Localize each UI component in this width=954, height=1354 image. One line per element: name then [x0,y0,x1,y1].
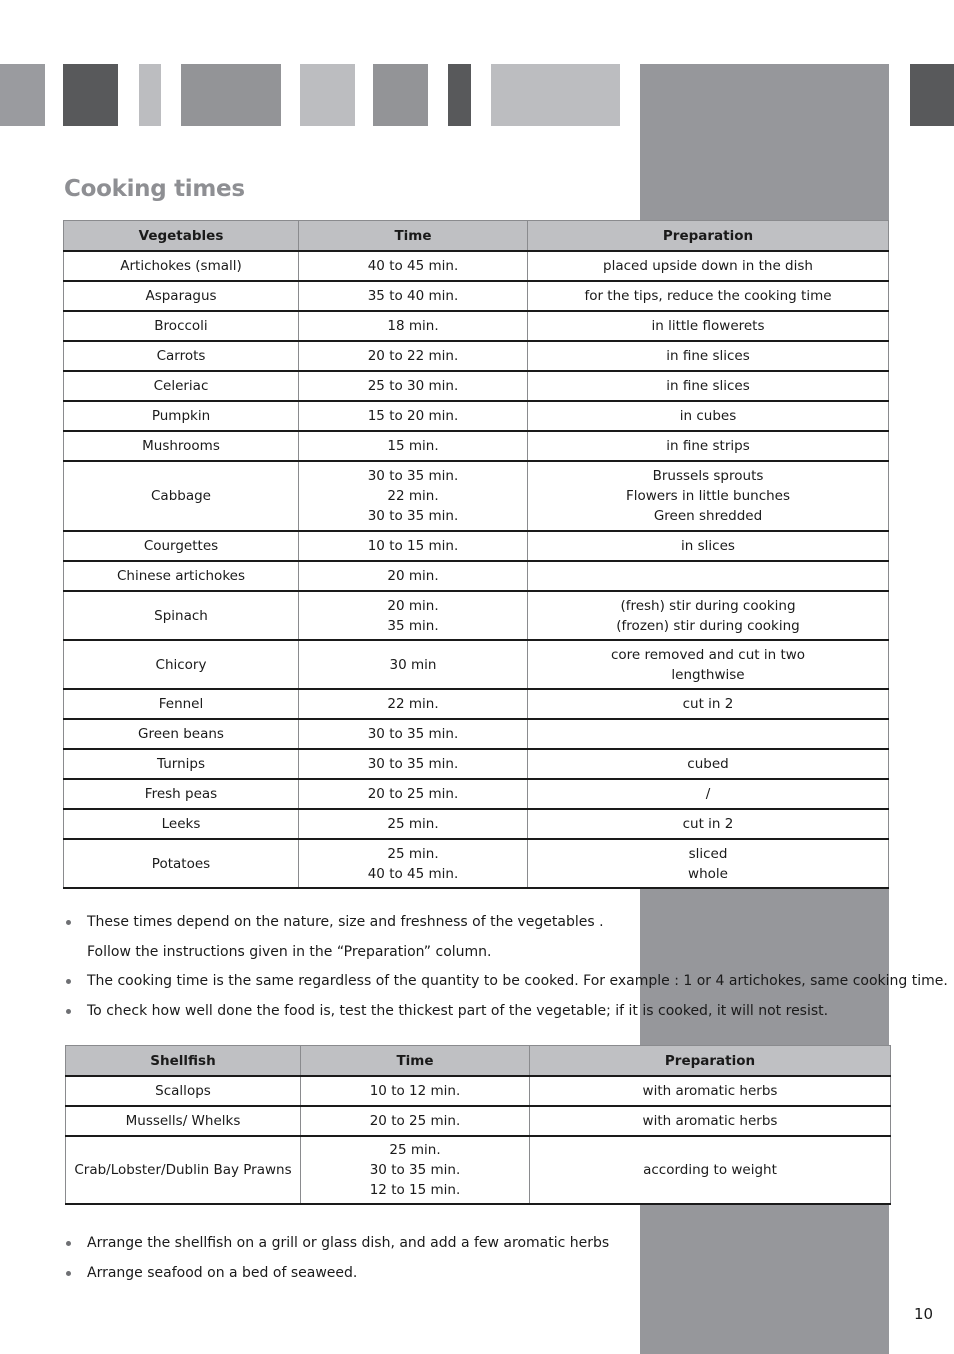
header-block [139,64,161,126]
preparation [528,311,889,341]
preparation [528,839,889,888]
table-row [64,689,889,719]
item-name: Fresh peas [64,779,299,809]
time-line: 20 to 22 min. [367,348,459,364]
table-row [64,251,889,281]
header-block [491,64,620,126]
preparation-line: with aromatic herbs [642,1083,778,1099]
column-header-vegetables: Vegetables [64,221,299,252]
item-name: Artichokes (small) [64,251,299,281]
time-line: 40 to 45 min. [367,865,459,882]
preparation-line: in cubes [679,408,737,424]
column-header-time: Time [301,1046,530,1077]
item-name: Mushrooms [64,431,299,461]
table-row [64,809,889,839]
time-line: 30 to 35 min. [367,756,459,772]
cooking-time [299,640,528,689]
preparation-line: (fresh) stir during cooking [620,597,796,614]
preparation [530,1076,891,1106]
table-row [64,640,889,689]
cooking-time [299,461,528,531]
item-name: Spinach [64,591,299,640]
preparation [528,719,889,749]
preparation-line: sliced [688,845,728,862]
time-line: 35 min. [387,617,439,634]
cooking-time [299,689,528,719]
time-line: 40 to 45 min. [367,258,459,274]
preparation-line: with aromatic herbs [642,1113,778,1129]
item-name: Celeriac [64,371,299,401]
table-row [64,531,889,561]
preparation [528,749,889,779]
preparation-line: / [705,786,711,802]
note-item: To check how well done the food is, test the thickest part of the vegetable; if it is cooked, it will not resist. [64,997,948,1027]
preparation-line: placed upside down in the dish [603,258,813,274]
cooking-time [299,401,528,431]
column-header-preparation: Preparation [530,1046,891,1077]
shellfish-table [65,1045,891,1205]
time-line: 30 to 35 min. [369,1162,461,1178]
column-header-shellfish: Shellfish [66,1046,301,1077]
time-line: 25 min. [387,845,439,862]
table-row [64,371,889,401]
preparation [528,431,889,461]
item-name: Green beans [64,719,299,749]
time-line: 20 to 25 min. [367,786,459,802]
preparation-line: in fine strips [666,438,750,454]
cooking-time [299,809,528,839]
preparation [528,779,889,809]
item-name: Leeks [64,809,299,839]
shellfish-notes [64,1229,609,1288]
table-row [66,1106,891,1136]
table-row [64,779,889,809]
item-name: Crab/Lobster/Dublin Bay Prawns [66,1136,301,1204]
preparation [528,281,889,311]
note-item: Arrange seafood on a bed of seaweed. [64,1259,609,1289]
preparation [530,1106,891,1136]
table-row [64,281,889,311]
preparation [528,689,889,719]
item-name: Chinese artichokes [64,561,299,591]
table-row [64,461,889,531]
time-line: 25 min. [389,1142,441,1158]
preparation [528,371,889,401]
cooking-time [299,561,528,591]
column-header-time: Time [299,221,528,252]
cooking-time [301,1076,530,1106]
table-row [64,341,889,371]
cooking-time [299,251,528,281]
time-line: 35 to 40 min. [367,288,459,304]
preparation-line: lengthwise [671,666,745,683]
time-line: 12 to 15 min. [369,1182,461,1198]
preparation [528,809,889,839]
item-name: Cabbage [64,461,299,531]
item-name: Broccoli [64,311,299,341]
item-name: Carrots [64,341,299,371]
preparation [528,561,889,591]
header-block [300,64,355,126]
column-header-preparation: Preparation [528,221,889,252]
item-name: Asparagus [64,281,299,311]
cooking-time [299,371,528,401]
time-line: 25 min. [387,816,439,832]
item-name: Fennel [64,689,299,719]
header-block [63,64,118,126]
table-row [64,719,889,749]
cooking-time [299,591,528,640]
preparation [528,341,889,371]
time-line: 30 to 35 min. [367,508,459,524]
time-line: 20 min. [387,597,439,614]
header-block [373,64,428,126]
time-line: 15 to 20 min. [367,408,459,424]
preparation [528,640,889,689]
preparation-line: core removed and cut in two [610,646,806,663]
header-block [910,64,954,126]
item-name: Potatoes [64,839,299,888]
preparation-line: in fine slices [666,348,750,364]
preparation-line: in little flowerets [651,318,765,334]
cooking-time [299,779,528,809]
preparation-line: cut in 2 [682,696,734,712]
note-item: The cooking time is the same regardless of the quantity to be cooked. For example : 1 or 4 artichokes, same cooking time. [64,967,948,997]
vegetable-notes [64,908,948,1026]
preparation-line: for the tips, reduce the cooking time [584,288,832,304]
table-row [64,401,889,431]
preparation-line: cut in 2 [682,816,734,832]
preparation-line: Flowers in little bunches [625,488,791,504]
table-row [64,311,889,341]
header-block [181,64,281,126]
cooking-time [299,531,528,561]
time-line: 10 to 12 min. [369,1083,461,1099]
header-block [448,64,471,126]
note-item: Follow the instructions given in the “Preparation” column. [87,943,492,960]
item-name: Courgettes [64,531,299,561]
preparation-line: according to weight [643,1162,777,1178]
preparation [528,531,889,561]
time-line: 30 min [389,656,437,673]
time-line: 20 to 25 min. [369,1113,461,1129]
page-title: Cooking times [64,176,245,202]
time-line: 10 to 15 min. [367,538,459,554]
table-row [64,749,889,779]
time-line: 22 min. [387,488,439,504]
page-number: 10 [914,1305,934,1323]
table-row [64,591,889,640]
cooking-time [301,1136,530,1204]
item-name: Pumpkin [64,401,299,431]
preparation [528,401,889,431]
preparation [528,591,889,640]
table-row [64,431,889,461]
time-line: 22 min. [387,696,439,712]
preparation [528,251,889,281]
preparation-line: in slices [681,538,735,554]
header-block [0,64,45,126]
preparation-line: in fine slices [666,378,750,394]
preparation-line: whole [688,865,728,882]
cooking-time [299,749,528,779]
time-line: 25 to 30 min. [367,378,459,394]
table-row [66,1076,891,1106]
cooking-time [299,431,528,461]
table-row [64,839,889,888]
preparation [530,1136,891,1204]
item-name: Scallops [66,1076,301,1106]
table-row [64,561,889,591]
vegetables-table [63,220,889,889]
note-item: Arrange the shellfish on a grill or glass dish, and add a few aromatic herbs [64,1229,609,1259]
preparation-line: Brussels sprouts [652,468,764,484]
time-line: 18 min. [387,318,439,334]
item-name: Mussells/ Whelks [66,1106,301,1136]
cooking-time [299,341,528,371]
cooking-time [299,281,528,311]
preparation-line: Green shredded [653,508,763,524]
time-line: 15 min. [387,438,439,454]
cooking-time [299,311,528,341]
preparation-line: (frozen) stir during cooking [616,617,800,634]
note-item: These times depend on the nature, size and freshness of the vegetables . [64,908,948,938]
item-name: Turnips [64,749,299,779]
cooking-time [301,1106,530,1136]
cooking-time [299,719,528,749]
cooking-time [299,839,528,888]
time-line: 30 to 35 min. [367,468,459,484]
preparation [528,461,889,531]
time-line: 30 to 35 min. [367,726,459,742]
time-line: 20 min. [387,568,439,584]
table-row [66,1136,891,1204]
preparation-line: cubed [687,756,729,772]
item-name: Chicory [64,640,299,689]
